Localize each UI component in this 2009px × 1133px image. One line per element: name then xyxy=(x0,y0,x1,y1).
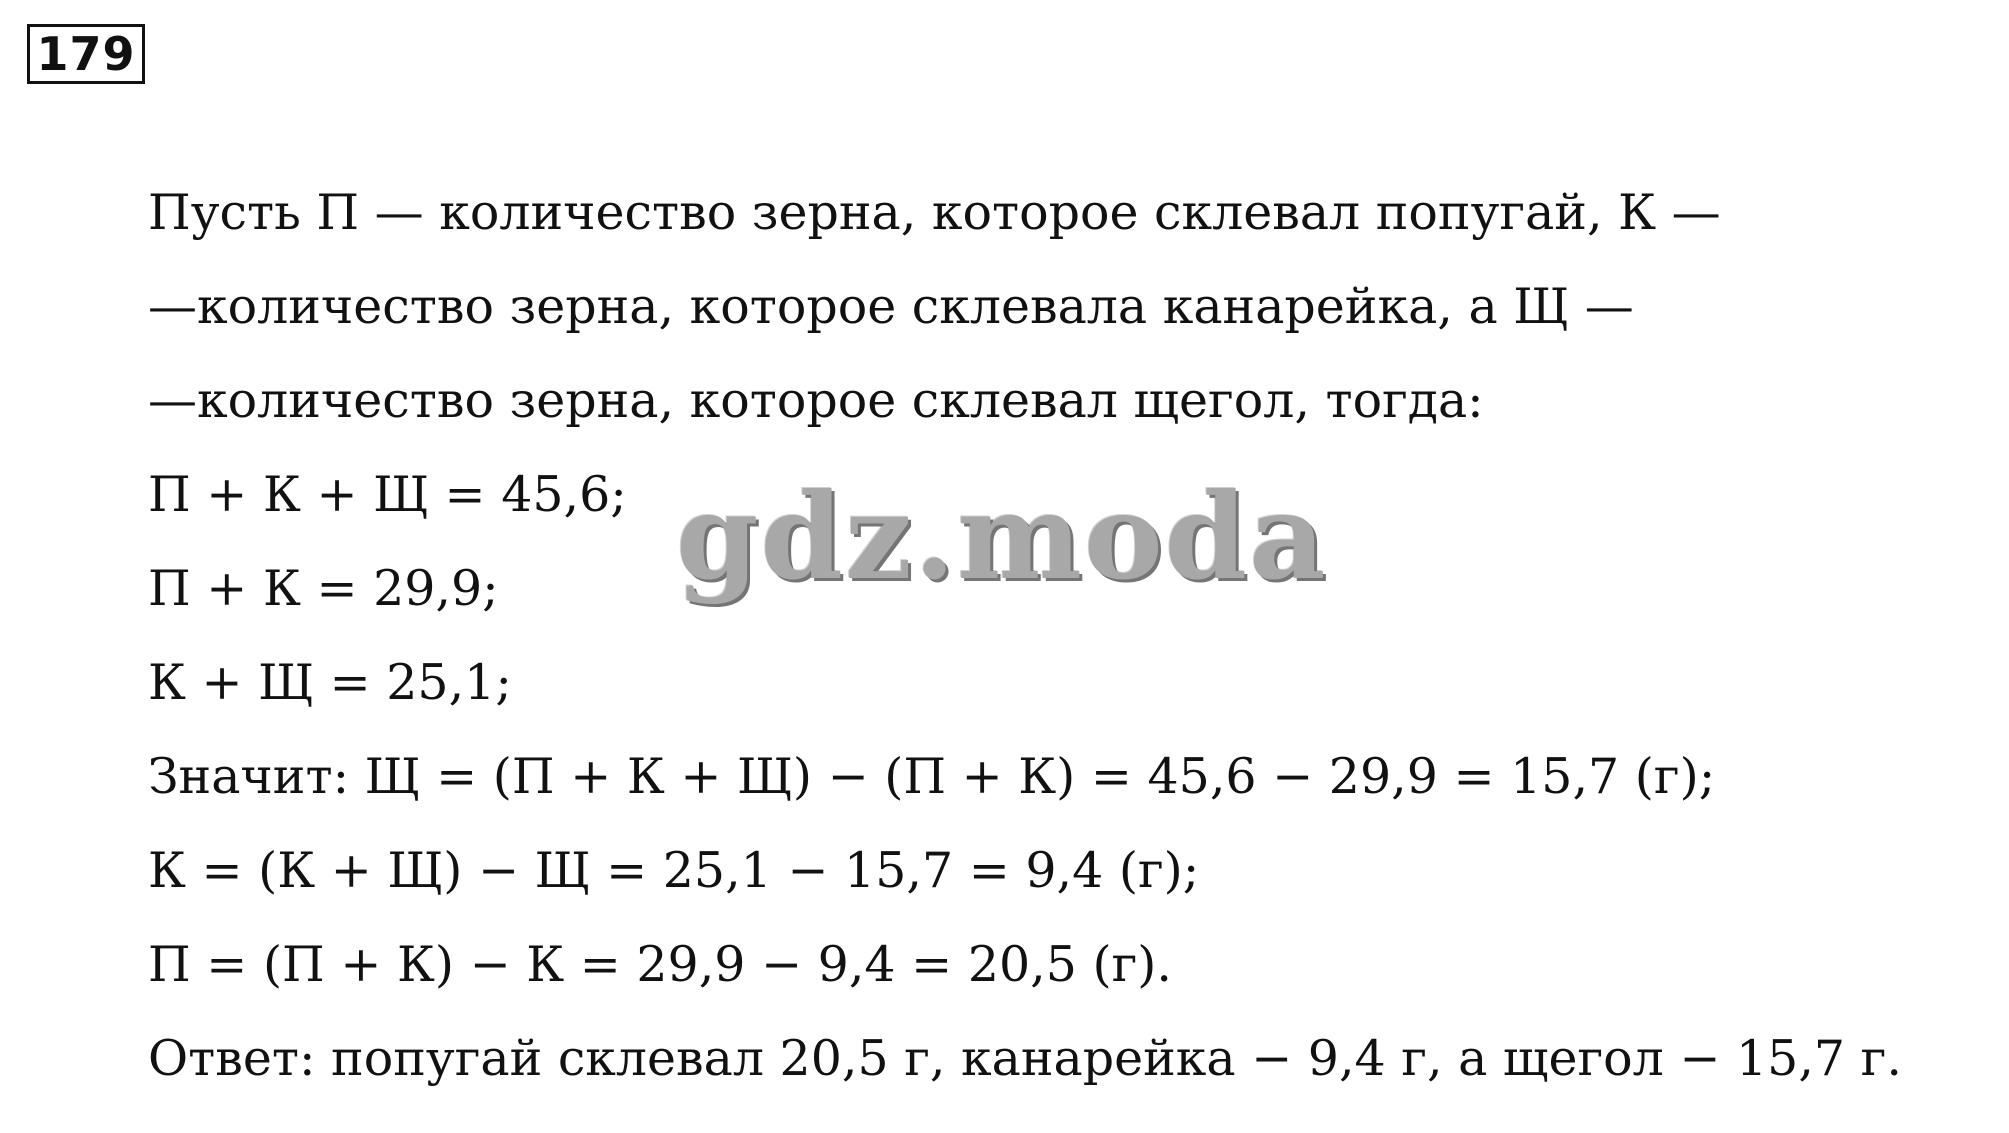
calc-parrot: П = (П + К) − К = 29,9 − 9,4 = 20,5 (г). xyxy=(148,936,1172,993)
solution-line-1: Пусть П — количество зерна, которое склевал попугай, К — xyxy=(148,184,1721,241)
solution-text xyxy=(148,166,1948,1106)
answer-line: Ответ: попугай склевал 20,5 г, канарейка − 9,4 г, а щегол − 15,7 г. xyxy=(148,1030,1902,1087)
problem-number-badge: 179 xyxy=(27,24,145,84)
equation-total: П + К + Щ = 45,6; xyxy=(148,466,627,523)
equation-canary-goldfinch: К + Щ = 25,1; xyxy=(148,654,512,711)
solution-line-2: —количество зерна, которое склевала канарейка, а Щ — xyxy=(148,278,1634,335)
calc-canary: К = (К + Щ) − Щ = 25,1 − 15,7 = 9,4 (г); xyxy=(148,842,1200,899)
solution-line-3: —количество зерна, которое склевал щегол, тогда: xyxy=(148,372,1484,429)
calc-goldfinch: Значит: Щ = (П + К + Щ) − (П + К) = 45,6 − 29,9 = 15,7 (г); xyxy=(148,748,1716,805)
watermark-logo: gdz.moda xyxy=(676,467,1328,606)
equation-parrot-canary: П + К = 29,9; xyxy=(148,560,499,617)
